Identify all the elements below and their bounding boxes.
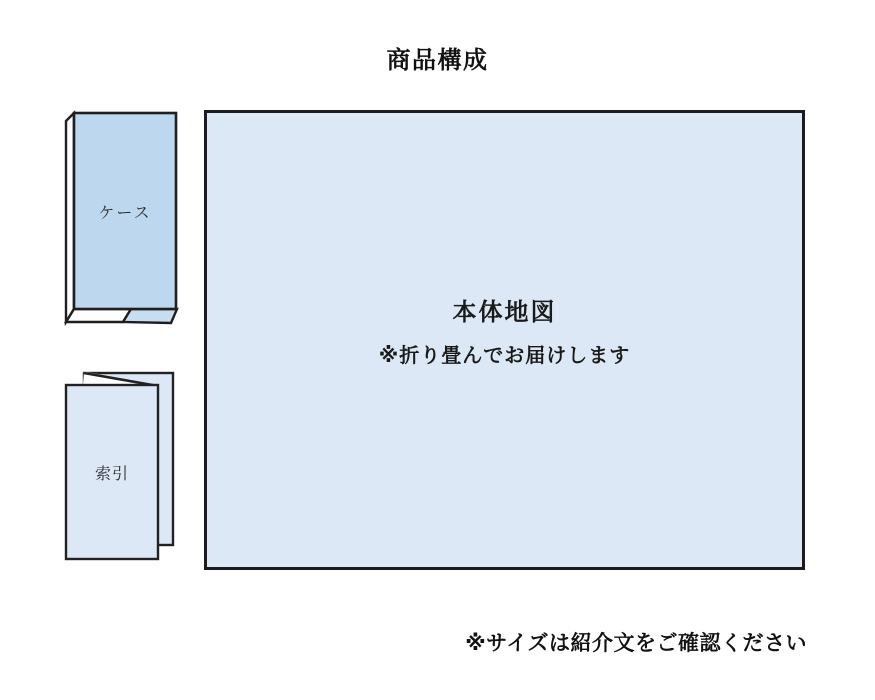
case-bottom-edge-shape [123, 309, 177, 323]
map-rect [204, 110, 805, 570]
case-label: ケース [98, 204, 152, 222]
diagram-title: 商品構成 [386, 47, 489, 74]
footer-size-note: ※サイズは紹介文をご確認ください [465, 632, 807, 655]
case-bottom-opening-shape [66, 309, 131, 322]
map-label: 本体地図 [452, 299, 557, 326]
map-note: ※折り畳んでお届けします [378, 345, 631, 367]
index-label: 索引 [94, 465, 129, 483]
